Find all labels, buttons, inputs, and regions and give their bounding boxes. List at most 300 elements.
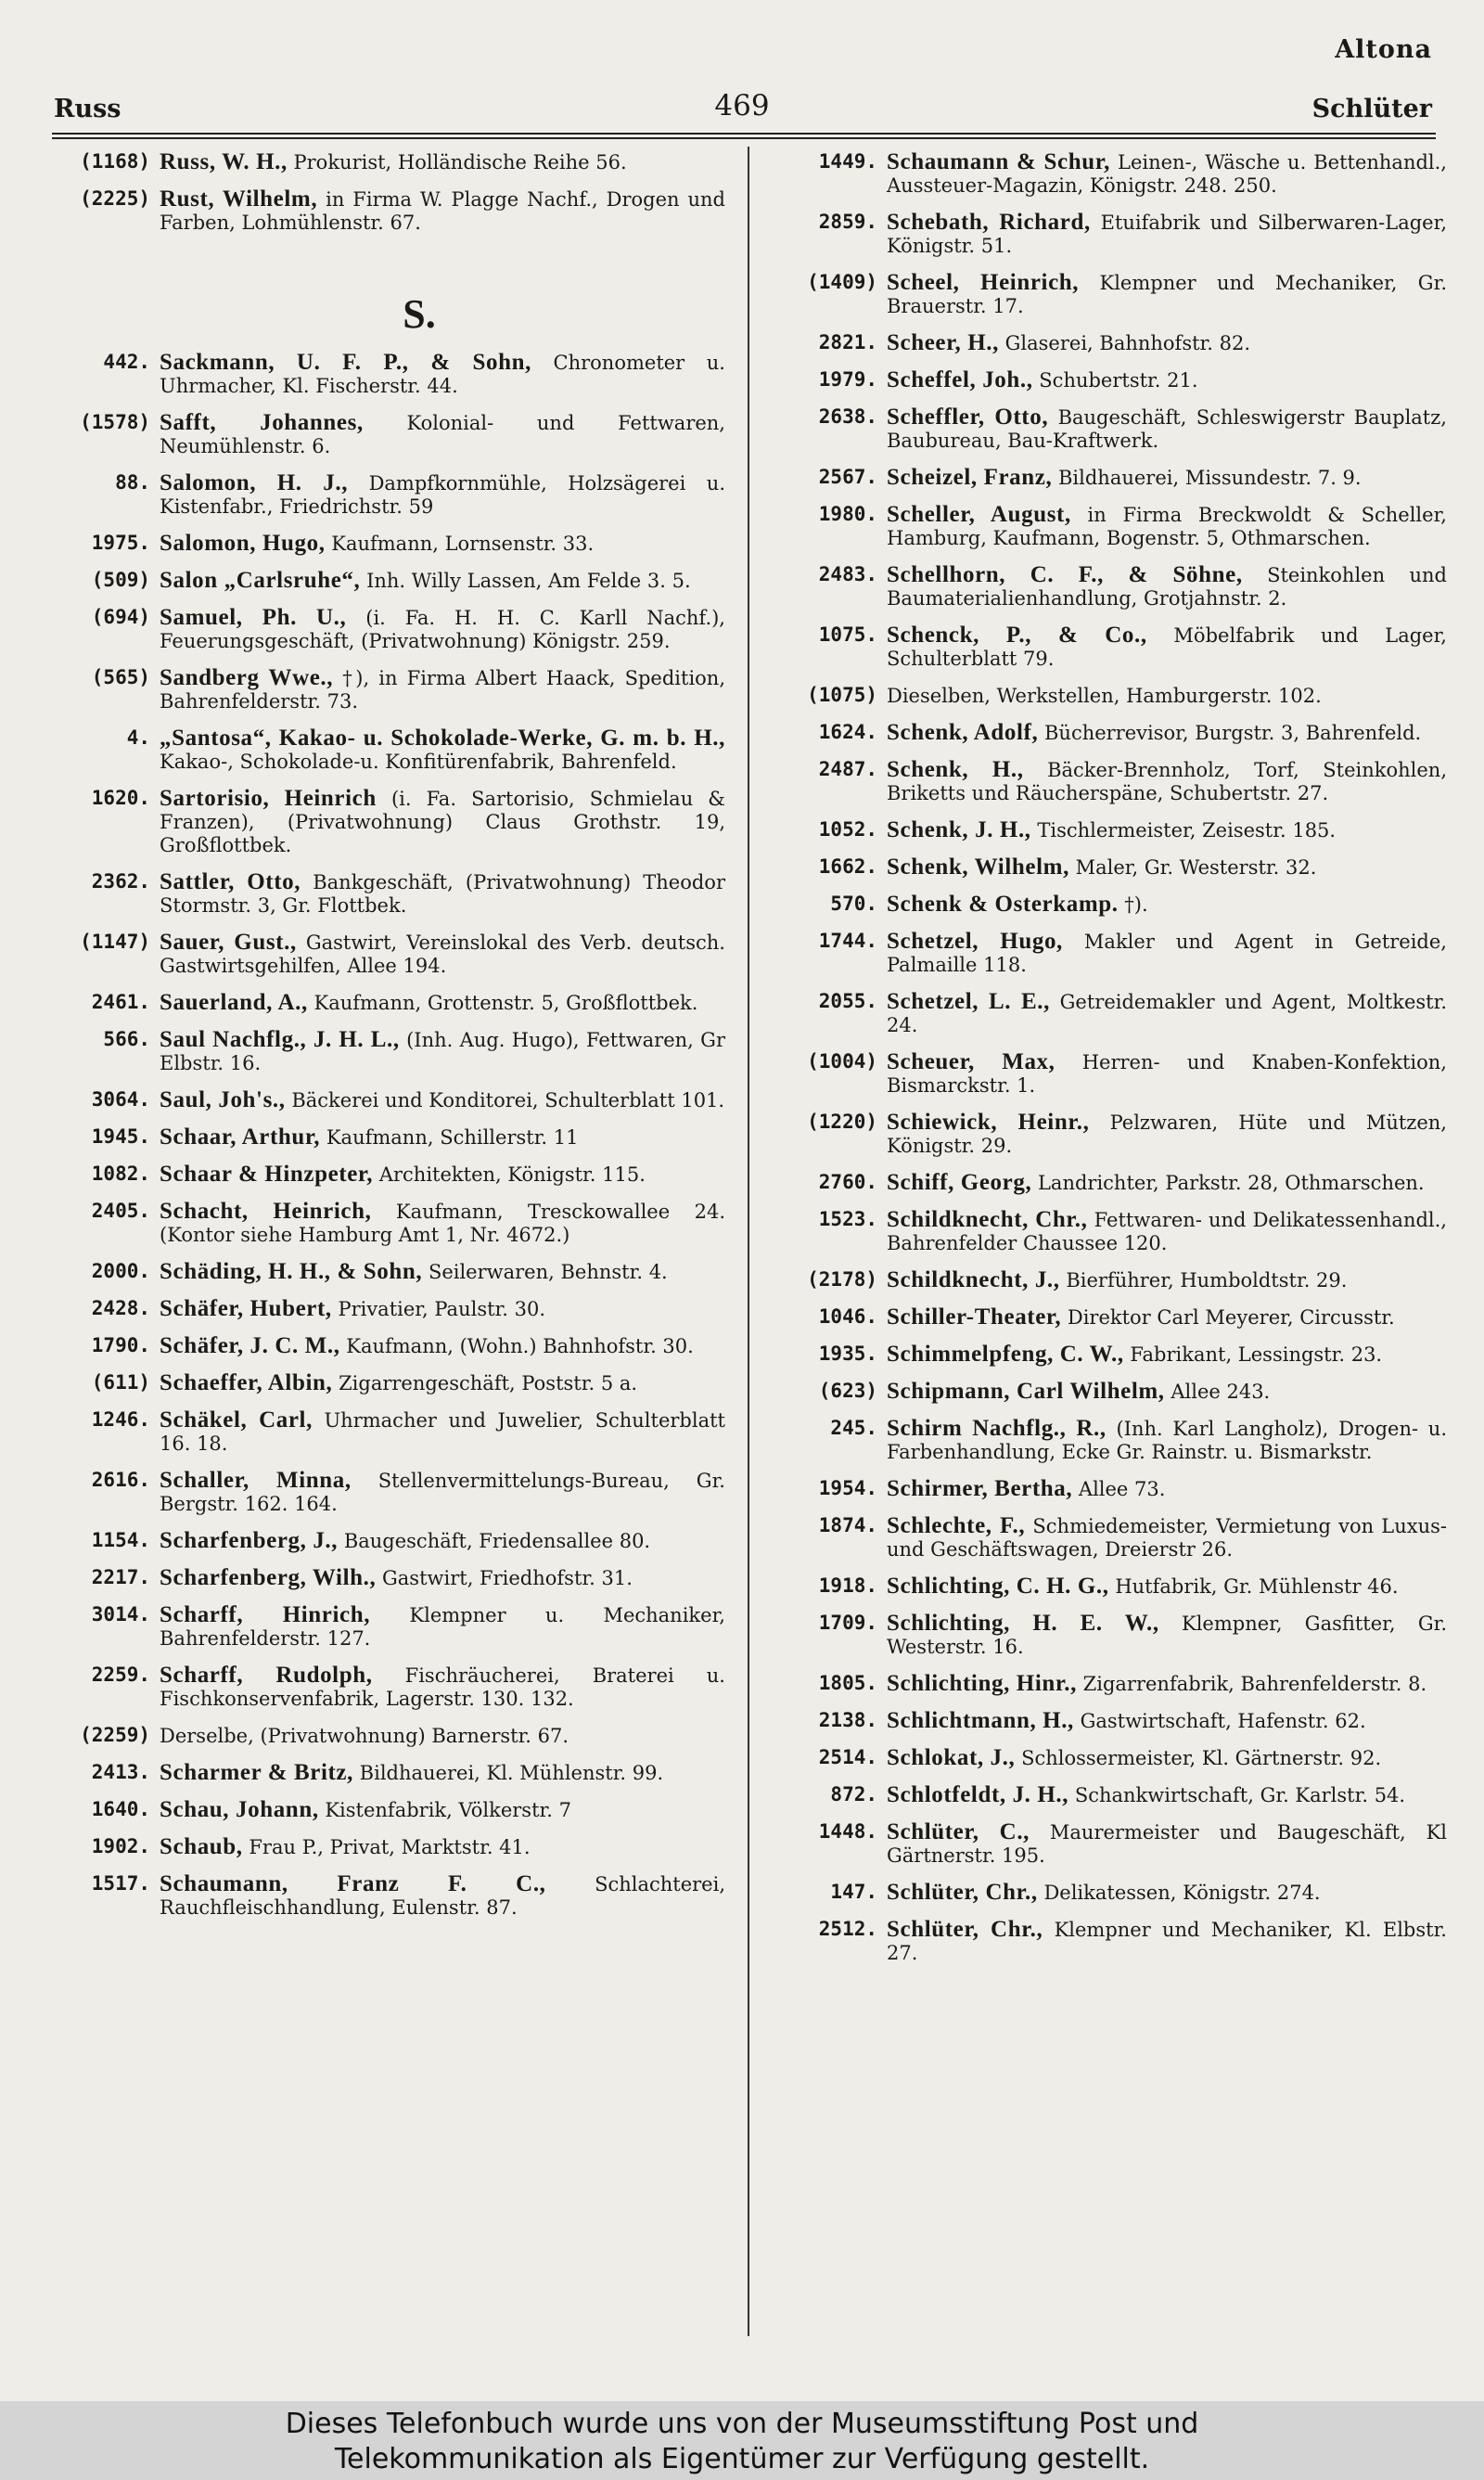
entry-body [887,930,1447,977]
subscriber-name: Schäfer, J. C. M., [160,1333,340,1358]
entry-body [160,1297,725,1321]
phone-number: 2567. [818,466,877,488]
phone-number: 4. [126,726,150,749]
entry-details: Glaserei, Bahnhofstr. 82. [1004,332,1251,354]
phone-number: 1975. [91,532,150,554]
directory-entry [766,331,1447,355]
directory-entry [766,1918,1447,1965]
subscriber-name: Schipmann, Carl Wilhelm, [887,1379,1165,1404]
entry-details: Landrichter, Parkstr. 28, Othmarschen. [1037,1172,1425,1194]
entry-details: Hutfabrik, Gr. Mühlenstr 46. [1115,1575,1399,1598]
directory-entry [39,1566,725,1590]
directory-entry [39,787,725,857]
entry-details: in Firma W. Plagge Nachf., Drogen und Farben, Lohmühlenstr. 67. [160,188,725,234]
entry-body [887,1477,1447,1501]
directory-entry [39,1798,725,1822]
column-divider [748,147,749,2336]
entry-body [887,1709,1447,1733]
running-head-left: Russ [54,95,122,123]
directory-entry [39,1297,725,1321]
entry-details: Uhrmacher und Juwelier, Schulterblatt 16. 18. [160,1409,725,1455]
directory-entry [766,758,1447,805]
subscriber-name: Scheffel, Joh., [887,367,1033,392]
subscriber-name: Schlotfeldt, J. H., [887,1782,1069,1807]
entry-details: Makler und Agent in Getreide, Palmaille 118. [887,931,1447,976]
phone-number: 872. [830,1783,877,1805]
entry-body [887,405,1447,453]
section-letter: S. [403,291,436,337]
directory-entry [39,1469,725,1516]
entry-body [887,1380,1447,1404]
phone-number: 1075. [818,623,877,646]
subscriber-name: Schetzel, L. E., [887,989,1050,1014]
entry-details: Chronometer u. Uhrmacher, Kl. Fischerstr. 44. [160,352,725,397]
directory-entry [766,1612,1447,1659]
phone-number: 2259. [91,1664,150,1686]
entry-body [160,1408,725,1456]
subscriber-name: Schebath, Richard, [887,210,1091,235]
entry-body [887,1111,1447,1158]
phone-number: 2616. [91,1469,150,1491]
directory-entry [39,411,725,458]
entry-body [887,623,1447,671]
entry-details: in Firma Breckwoldt & Scheller, Hamburg, Kaufmann, Bogenstr. 5, Othmarschen. [887,504,1447,549]
entry-body [160,471,725,519]
directory-entry [766,150,1447,198]
phone-number: 2514. [818,1746,877,1768]
entry-details: Kaufmann, Schillerstr. 11 [326,1126,579,1149]
phone-number: (623) [818,1380,877,1402]
directory-entry [766,1514,1447,1561]
directory-entry [766,1672,1447,1696]
entry-body [160,1028,725,1075]
entry-details: Maler, Gr. Westerstr. 32. [1075,856,1317,879]
right-entries [766,150,1447,1965]
header-rule [52,133,1436,139]
subscriber-name: Sartorisio, Heinrich [160,786,377,811]
phone-number: 1790. [91,1334,150,1356]
phone-number: 2483. [818,563,877,585]
phone-number: 2461. [91,991,150,1013]
entry-body [160,1603,725,1651]
directory-entry [39,1529,725,1553]
subscriber-name: Schenk, H., [887,757,1024,782]
directory-entry [766,684,1447,708]
directory-entry [766,271,1447,318]
entry-details: Möbelfabrik und Lager, Schulterblatt 79. [887,624,1447,670]
phone-number: 1154. [91,1529,150,1551]
subscriber-name: Sauer, Gust., [160,930,297,955]
directory-entry [39,187,725,235]
entry-details: Kaufmann, Grottenstr. 5, Großflottbek. [313,992,698,1014]
phone-number: 1448. [818,1820,877,1843]
subscriber-name: Rust, Wilhelm, [160,186,318,212]
entry-details: Schlossermeister, Kl. Gärtnerstr. 92. [1021,1747,1382,1769]
phone-number: (1004) [807,1050,877,1073]
subscriber-name: Schlichting, C. H. G., [887,1574,1109,1599]
entry-body [887,1820,1447,1868]
entry-details: Klempner und Mechaniker, Kl. Elbstr. 27. [887,1919,1447,1964]
entry-body [160,787,725,857]
entry-details: Fischräucherei, Braterei u. Fischkonservenfabrik, Lagerstr. 130. 132. [160,1664,725,1710]
entry-details: Kakao-, Schokolade-u. Konfitürenfabrik, Bahrenfeld. [160,751,677,773]
entry-details: Klempner u. Mechaniker, Bahrenfelderstr. 127. [160,1604,725,1650]
entry-details: (i. Fa. H. H. C. Karll Nachf.), Feuerungsgeschäft, (Privatwohnung) Königstr. 259. [160,607,725,652]
directory-entry [39,1163,725,1187]
directory-entry [39,1872,725,1920]
subscriber-name: Salomon, H. J., [160,470,349,495]
phone-number: (1168) [80,150,150,173]
running-head-right: Schlüter [1311,95,1432,123]
entry-body [887,211,1447,258]
phone-number: 2821. [818,331,877,353]
entry-body [887,1208,1447,1255]
directory-entry [766,1417,1447,1464]
entry-body [887,1305,1447,1330]
subscriber-name: Schaar, Arthur, [160,1124,321,1150]
entry-body [887,758,1447,805]
directory-entry [39,1664,725,1711]
phone-number: 566. [103,1028,150,1050]
entry-details: Bücherrevisor, Burgstr. 3, Bahrenfeld. [1044,722,1422,744]
entry-details: Baugeschäft, Schleswigerstr Bauplatz, Baubureau, Bau-Kraftwerk. [887,406,1447,452]
entry-body [887,1514,1447,1561]
phone-number: 1902. [91,1835,150,1857]
entry-body [160,870,725,918]
directory-entry [39,606,725,653]
entry-details: Zigarrengeschäft, Poststr. 5 a. [339,1372,638,1394]
phone-number: 147. [830,1881,877,1903]
entry-body [887,1783,1447,1807]
entry-body [160,1529,725,1553]
entry-body [160,569,725,593]
entry-details: Getreidemakler und Agent, Moltkestr. 24. [887,991,1448,1036]
entry-details: Zigarrenfabrik, Bahrenfelderstr. 8. [1082,1673,1427,1695]
subscriber-name: Schaller, Minna, [160,1468,352,1493]
entry-details: Fettwaren- und Delikatessenhandl., Bahrenfelder Chaussee 120. [887,1209,1447,1254]
entry-body [160,1872,725,1920]
phone-number: 2760. [818,1171,877,1193]
directory-entry [766,211,1447,258]
directory-entry [766,1380,1447,1404]
entry-body [887,1050,1447,1098]
entry-details: (Inh. Aug. Hugo), Fettwaren, Gr Elbstr. 16. [160,1029,725,1074]
entry-body [887,503,1447,550]
entry-details: Fabrikant, Lessingstr. 23. [1130,1343,1383,1366]
phone-number: 2487. [818,758,877,780]
entry-details: Dampfkornmühle, Holzsägerei u. Kistenfabr., Friedrichstr. 59 [160,472,725,518]
subscriber-name: Sauerland, A., [160,990,308,1015]
entry-body [887,368,1447,392]
entry-body [160,1835,725,1859]
phone-number: 88. [115,471,150,494]
entry-body [887,1918,1447,1965]
entry-body [160,991,725,1015]
entry-details: Klempner, Gasfitter, Gr. Westerstr. 16. [887,1613,1448,1658]
entry-details: Bierführer, Humboldtstr. 29. [1066,1269,1348,1291]
phone-number: (1409) [807,271,877,293]
entry-body [887,331,1447,355]
subscriber-name: Schaar & Hinzpeter, [160,1162,374,1187]
subscriber-name: Schlüter, C., [887,1819,1030,1844]
entry-details: Schubertstr. 21. [1039,369,1198,392]
phone-number: 1517. [91,1872,150,1895]
subscriber-name: Salon „Carlsruhe“, [160,568,361,593]
subscriber-name: Schäfer, Hubert, [160,1296,332,1321]
phone-number: (1578) [80,411,150,433]
entry-details: Schmiedemeister, Vermietung von Luxus- und Geschäftswagen, Dreierstr 26. [887,1515,1447,1561]
directory-entry [766,1343,1447,1367]
entry-body [160,411,725,458]
phone-number: 442. [103,351,150,373]
subscriber-name: Scheel, Heinrich, [887,270,1080,295]
entry-body [160,726,725,774]
subscriber-name: Schirmer, Bertha, [887,1476,1073,1501]
entry-body [887,684,1447,708]
entry-body [160,1469,725,1516]
directory-entry [766,1050,1447,1098]
directory-entry [766,818,1447,842]
entry-details: Bildhauerei, Missundestr. 7. 9. [1058,467,1362,489]
subscriber-name: Schiewick, Heinr., [887,1110,1090,1135]
entry-body [160,1371,725,1395]
directory-entry [766,503,1447,550]
entry-details: Gastwirt, Vereinslokal des Verb. deutsch. Gastwirtsgehilfen, Allee 194. [160,932,725,977]
entry-details: Prokurist, Holländische Reihe 56. [293,151,627,173]
entry-body [160,1724,725,1748]
phone-number: 1620. [91,787,150,809]
subscriber-name: Schaeffer, Albin, [160,1370,333,1395]
entry-details: Pelzwaren, Hüte und Mützen, Königstr. 29. [887,1112,1447,1157]
entry-details: Baugeschäft, Friedensallee 80. [343,1530,651,1552]
directory-entry [39,1761,725,1785]
directory-entry [39,1260,725,1284]
entry-details: Bankgeschäft, (Privatwohnung) Theodor Stormstr. 3, Gr. Flottbek. [160,871,725,917]
subscriber-name: Schiller-Theater, [887,1304,1062,1330]
phone-number: 1523. [818,1208,877,1230]
phone-number: 1935. [818,1343,877,1365]
phone-number: 245. [830,1417,877,1439]
phone-number: (611) [91,1371,150,1394]
entry-details: Bildhauerei, Kl. Mühlenstr. 99. [359,1762,664,1784]
phone-number: 1640. [91,1798,150,1820]
subscriber-name: Schlüter, Chr., [887,1917,1043,1942]
entry-body [160,1664,725,1711]
phone-number: 2512. [818,1918,877,1940]
phone-number: 2055. [818,990,877,1012]
page-number: 469 [714,89,770,122]
phone-number: 2138. [818,1709,877,1731]
subscriber-name: Schenk & Osterkamp. [887,892,1119,917]
phone-number: 2413. [91,1761,150,1783]
subscriber-name: Scheller, August, [887,502,1071,527]
directory-entry [766,1746,1447,1770]
phone-number: 1624. [818,721,877,743]
entry-body [160,1125,725,1150]
phone-number: (1075) [807,684,877,706]
phone-number: 1744. [818,930,877,952]
left-column [39,150,725,1933]
directory-entry [39,870,725,918]
directory-entry [766,1111,1447,1158]
entry-details: Maurermeister und Baugeschäft, Kl Gärtnerstr. 195. [887,1821,1447,1867]
entry-details: Bäcker-Brennholz, Torf, Steinkohlen, Briketts und Räucherspäne, Schubertstr. 27. [887,759,1447,804]
entry-details: Etuifabrik und Silberwaren-Lager, Königstr. 51. [887,212,1447,257]
phone-number: 1805. [818,1672,877,1694]
subscriber-name: Schenk, Wilhelm, [887,855,1069,880]
entry-body [160,1088,725,1112]
subscriber-name: Schaumann, Franz F. C., [160,1871,546,1896]
entry-details: Klempner und Mechaniker, Gr. Brauerstr. 17. [887,272,1447,317]
entry-body [887,855,1447,880]
entry-details: Kaufmann, (Wohn.) Bahnhofstr. 30. [346,1335,694,1357]
subscriber-name: Saul Nachflg., J. H. L., [160,1027,400,1052]
entry-details: Allee 243. [1171,1381,1271,1403]
entry-details: †). [1124,893,1148,916]
entry-body [160,150,725,174]
entry-details: Delikatessen, Königstr. 274. [1043,1882,1321,1904]
directory-entry [766,1881,1447,1905]
phone-number: 1052. [818,818,877,841]
subscriber-name: Saul, Joh's., [160,1087,286,1112]
phone-number: (565) [91,666,150,688]
subscriber-name: Schlichting, H. E. W., [887,1611,1159,1636]
subscriber-name: Sandberg Wwe., [160,665,334,690]
phone-number: (1147) [80,931,150,953]
phone-number: 1945. [91,1125,150,1148]
city-header: Altona [1335,35,1432,64]
entry-body [160,1260,725,1284]
directory-entry [39,931,725,978]
entry-body [160,1566,725,1590]
entry-body [887,563,1447,610]
directory-entry [39,532,725,556]
directory-entry [766,893,1447,917]
entry-body [887,1612,1447,1659]
phone-number: 2405. [91,1200,150,1222]
directory-entry [766,368,1447,392]
directory-entry [766,563,1447,610]
phone-number: (509) [91,569,150,591]
entry-body [887,1672,1447,1696]
entry-details: Direktor Carl Meyerer, Circusstr. [1067,1306,1395,1329]
entry-body [887,1343,1447,1367]
entry-body [160,351,725,398]
phone-number: 1954. [818,1477,877,1499]
directory-entry [766,1820,1447,1868]
entry-body [887,990,1447,1037]
entry-details: Frau P., Privat, Marktstr. 41. [249,1836,531,1858]
entry-body [887,1574,1447,1599]
subscriber-name: Schäding, H. H., & Sohn, [160,1259,423,1284]
subscriber-name: Scharfenberg, J., [160,1528,339,1553]
entry-body [887,1881,1447,1905]
subscriber-name: Schenk, J. H., [887,817,1031,842]
subscriber-name: Scharff, Hinrich, [160,1602,371,1627]
phone-number: 3014. [91,1603,150,1625]
directory-entry [766,855,1447,880]
entry-body [887,721,1447,745]
entry-details: Seilerwaren, Behnstr. 4. [428,1261,668,1283]
entry-details: Herren- und Knaben-Konfektion, Bismarckstr. 1. [887,1051,1447,1097]
directory-entry [766,1709,1447,1733]
subscriber-name: Schetzel, Hugo, [887,929,1063,954]
directory-entry [766,990,1447,1037]
directory-entry [766,1477,1447,1501]
subscriber-name: Scheuer, Max, [887,1049,1055,1074]
left-entries-before [39,150,725,235]
subscriber-name: Samuel, Ph. U., [160,605,347,630]
directory-entry [766,405,1447,453]
entry-body [160,1334,725,1358]
phone-number: 1709. [818,1612,877,1634]
subscriber-name: Schenk, Adolf, [887,720,1039,745]
directory-entry [39,150,725,174]
directory-entry [39,1334,725,1358]
phone-number: 1979. [818,368,877,391]
subscriber-name: Scharmer & Britz, [160,1760,353,1785]
left-entries-after [39,351,725,1920]
subscriber-name: Schlüter, Chr., [887,1880,1038,1905]
directory-entry [766,1208,1447,1255]
subscriber-name: Safft, Johannes, [160,410,364,435]
phone-number: 3064. [91,1088,150,1111]
directory-entry [39,991,725,1015]
entry-body [887,1268,1447,1292]
directory-entry [766,623,1447,671]
directory-entry [766,1268,1447,1292]
right-column [766,150,1447,1978]
subscriber-name: Salomon, Hugo, [160,531,326,556]
entry-body [160,1163,725,1187]
entry-body [160,931,725,978]
directory-entry [766,1305,1447,1330]
footer-line-1: Dieses Telefonbuch wurde uns von der Museumsstiftung Post und [285,2408,1199,2440]
entry-details: Stellenvermittelungs-Bureau, Gr. Bergstr. 162. 164. [160,1470,725,1515]
phone-number: 2859. [818,211,877,233]
entry-details: (Inh. Karl Langholz), Drogen- u. Farbenhandlung, Ecke Gr. Rainstr. u. Bismarkstr. [887,1418,1448,1463]
footer-line-2: Telekommunikation als Eigentümer zur Verfügung gestellt. [334,2443,1150,2475]
directory-entry [39,1603,725,1651]
subscriber-name: Russ, W. H., [160,149,288,174]
subscriber-name: Schlichting, Hinr., [887,1671,1077,1696]
entry-body [160,532,725,556]
phone-number: 1918. [818,1574,877,1597]
entry-details: Steinkohlen und Baumaterialienhandlung, Grotjahnstr. 2. [887,564,1447,610]
directory-entry [39,471,725,519]
subscriber-name: Schaub, [160,1834,243,1859]
entry-details: Kistenfabrik, Völkerstr. 7 [325,1799,571,1821]
directory-entry [39,726,725,774]
entry-details: Kaufmann, Lornsenstr. 33. [331,533,595,555]
directory-entry [766,1171,1447,1195]
directory-entry [39,351,725,398]
directory-entry [766,1574,1447,1599]
entry-body [887,150,1447,198]
subscriber-name: Scheer, H., [887,330,999,355]
phone-number: 1980. [818,503,877,525]
entry-body [887,1417,1447,1464]
directory-entry [766,466,1447,490]
entry-details: Derselbe, (Privatwohnung) Barnerstr. 67. [160,1725,569,1747]
phone-number: (2259) [80,1724,150,1746]
entry-details: Gastwirt, Friedhofstr. 31. [382,1567,633,1589]
phone-number: 2000. [91,1260,150,1282]
subscriber-name: Schacht, Heinrich, [160,1199,372,1224]
subscriber-name: Schaumann & Schur, [887,149,1111,174]
entry-details: Schankwirtschaft, Gr. Karlstr. 54. [1074,1784,1406,1806]
phone-number: 1046. [818,1305,877,1328]
